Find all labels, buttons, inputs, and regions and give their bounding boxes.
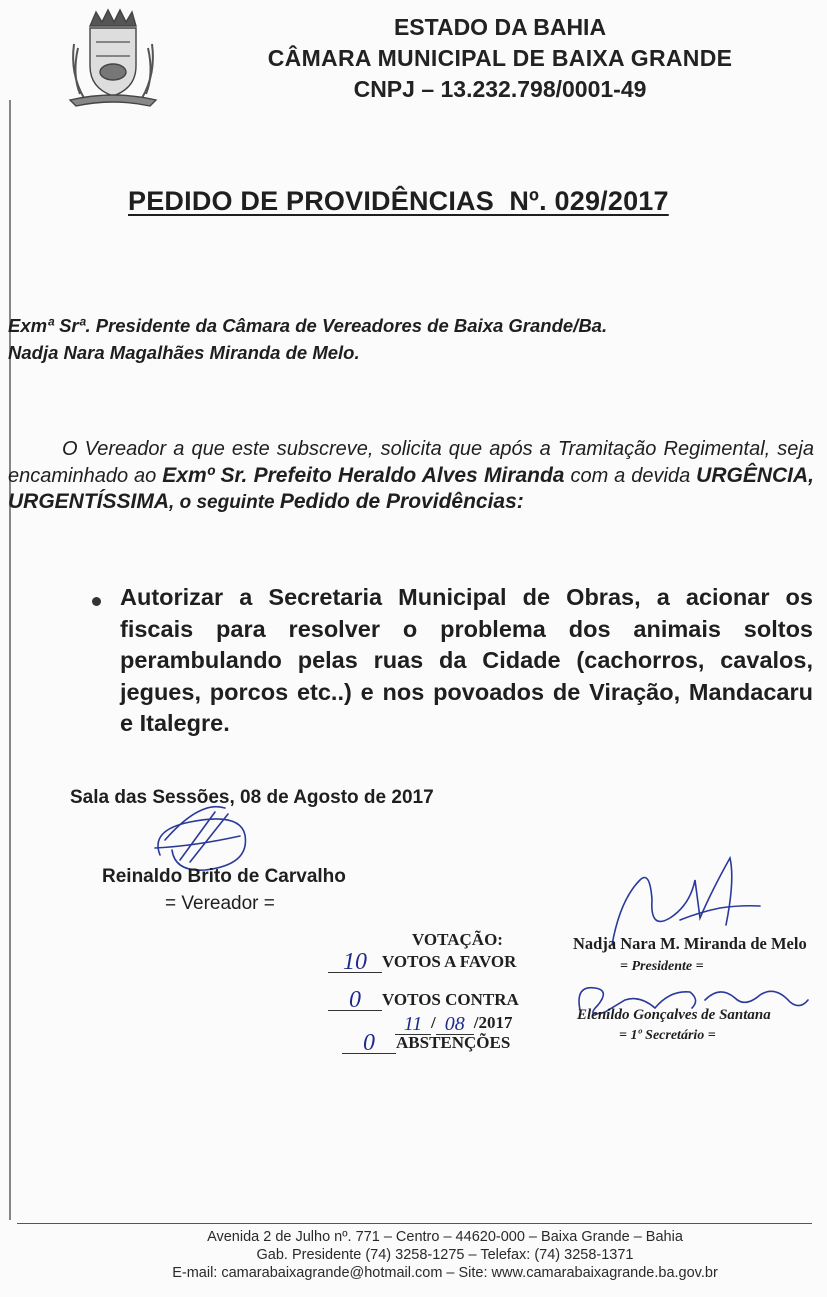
coat-of-arms-icon bbox=[60, 4, 164, 108]
date-month: 08 bbox=[436, 1014, 474, 1035]
session-date: Sala das Sessões, 08 de Agosto de 2017 bbox=[70, 787, 434, 808]
author-signature-icon bbox=[155, 807, 246, 871]
president-role: = Presidente = bbox=[620, 959, 704, 974]
body-recipient: Exmº Sr. Prefeito Heraldo Alves Miranda bbox=[162, 463, 565, 487]
addressee-line-2: Nadja Nara Magalhães Miranda de Melo. bbox=[8, 342, 360, 363]
body-urgency: URGÊNCIA, URGENTÍSSIMA bbox=[8, 463, 815, 513]
voting-date: 11 / 08 /2017 bbox=[395, 1013, 512, 1035]
body-closing: Pedido de Providências: bbox=[279, 490, 524, 513]
president-name: Nadja Nara M. Miranda de Melo bbox=[573, 934, 807, 953]
body-after-urgency: , o seguinte bbox=[169, 492, 280, 513]
contra-count: 0 bbox=[328, 990, 382, 1011]
abstention-label: ABSTENÇÕES bbox=[396, 1033, 511, 1052]
president-signature-icon bbox=[612, 858, 760, 945]
voting-title: VOTAÇÃO: bbox=[412, 930, 503, 949]
voting-contra bbox=[328, 987, 519, 1013]
footer-contact: E-mail: camarabaixagrande@hotmail.com – Site: www.camarabaixagrande.ba.gov.br bbox=[172, 1265, 718, 1281]
secretary-role: = 1º Secretário = bbox=[619, 1028, 716, 1043]
body-middle: com a devida bbox=[564, 464, 697, 487]
body-intro: O Vereador a que este subscreve, solicita que após a Tramitação Regimental, seja encaminhado ao bbox=[8, 438, 814, 487]
contra-label: VOTOS CONTRA bbox=[382, 990, 519, 1009]
scan-edge-line bbox=[9, 100, 11, 1220]
body-paragraph bbox=[8, 436, 814, 517]
footer-phones: Gab. Presidente (74) 3258-1275 – Telefax: (74) 3258-1371 bbox=[256, 1247, 634, 1263]
author-name: Reinaldo Brito de Carvalho bbox=[102, 866, 346, 887]
request-item: Autorizar a Secretaria Municipal de Obras, a acionar os fiscais para resolver o problema dos animais soltos perambulando pelas ruas da Cidade (cachorros, cavalos, jegues, porcos etc..) e nos povoados de Viração, Mandacaru e Italegre. bbox=[120, 584, 813, 736]
footer-address: Avenida 2 de Julho nº. 771 – Centro – 44620-000 – Baixa Grande – Bahia bbox=[207, 1229, 683, 1245]
document-title: PEDIDO DE PROVIDÊNCIAS Nº. 029/2017 bbox=[128, 186, 669, 216]
footer-divider bbox=[17, 1223, 812, 1224]
header-chamber: CÂMARA MUNICIPAL DE BAIXA GRANDE bbox=[267, 45, 733, 71]
date-day: 11 bbox=[395, 1014, 431, 1035]
author-role: = Vereador = bbox=[165, 893, 275, 914]
bullet-icon bbox=[92, 597, 101, 606]
header-state: ESTADO DA BAHIA bbox=[393, 14, 607, 40]
date-year: /2017 bbox=[473, 1013, 513, 1032]
secretary-name: Elenildo Gonçalves de Santana bbox=[577, 1007, 771, 1023]
favor-count: 10 bbox=[328, 952, 382, 973]
voting-favor bbox=[328, 949, 517, 975]
addressee-line-1: Exmª Srª. Presidente da Câmara de Vereadores de Baixa Grande/Ba. bbox=[8, 315, 608, 336]
abstention-count: 0 bbox=[342, 1033, 396, 1054]
voting-abstention bbox=[342, 1030, 511, 1056]
favor-label: VOTOS A FAVOR bbox=[382, 952, 517, 971]
header-cnpj: CNPJ – 13.232.798/0001-49 bbox=[353, 76, 647, 102]
